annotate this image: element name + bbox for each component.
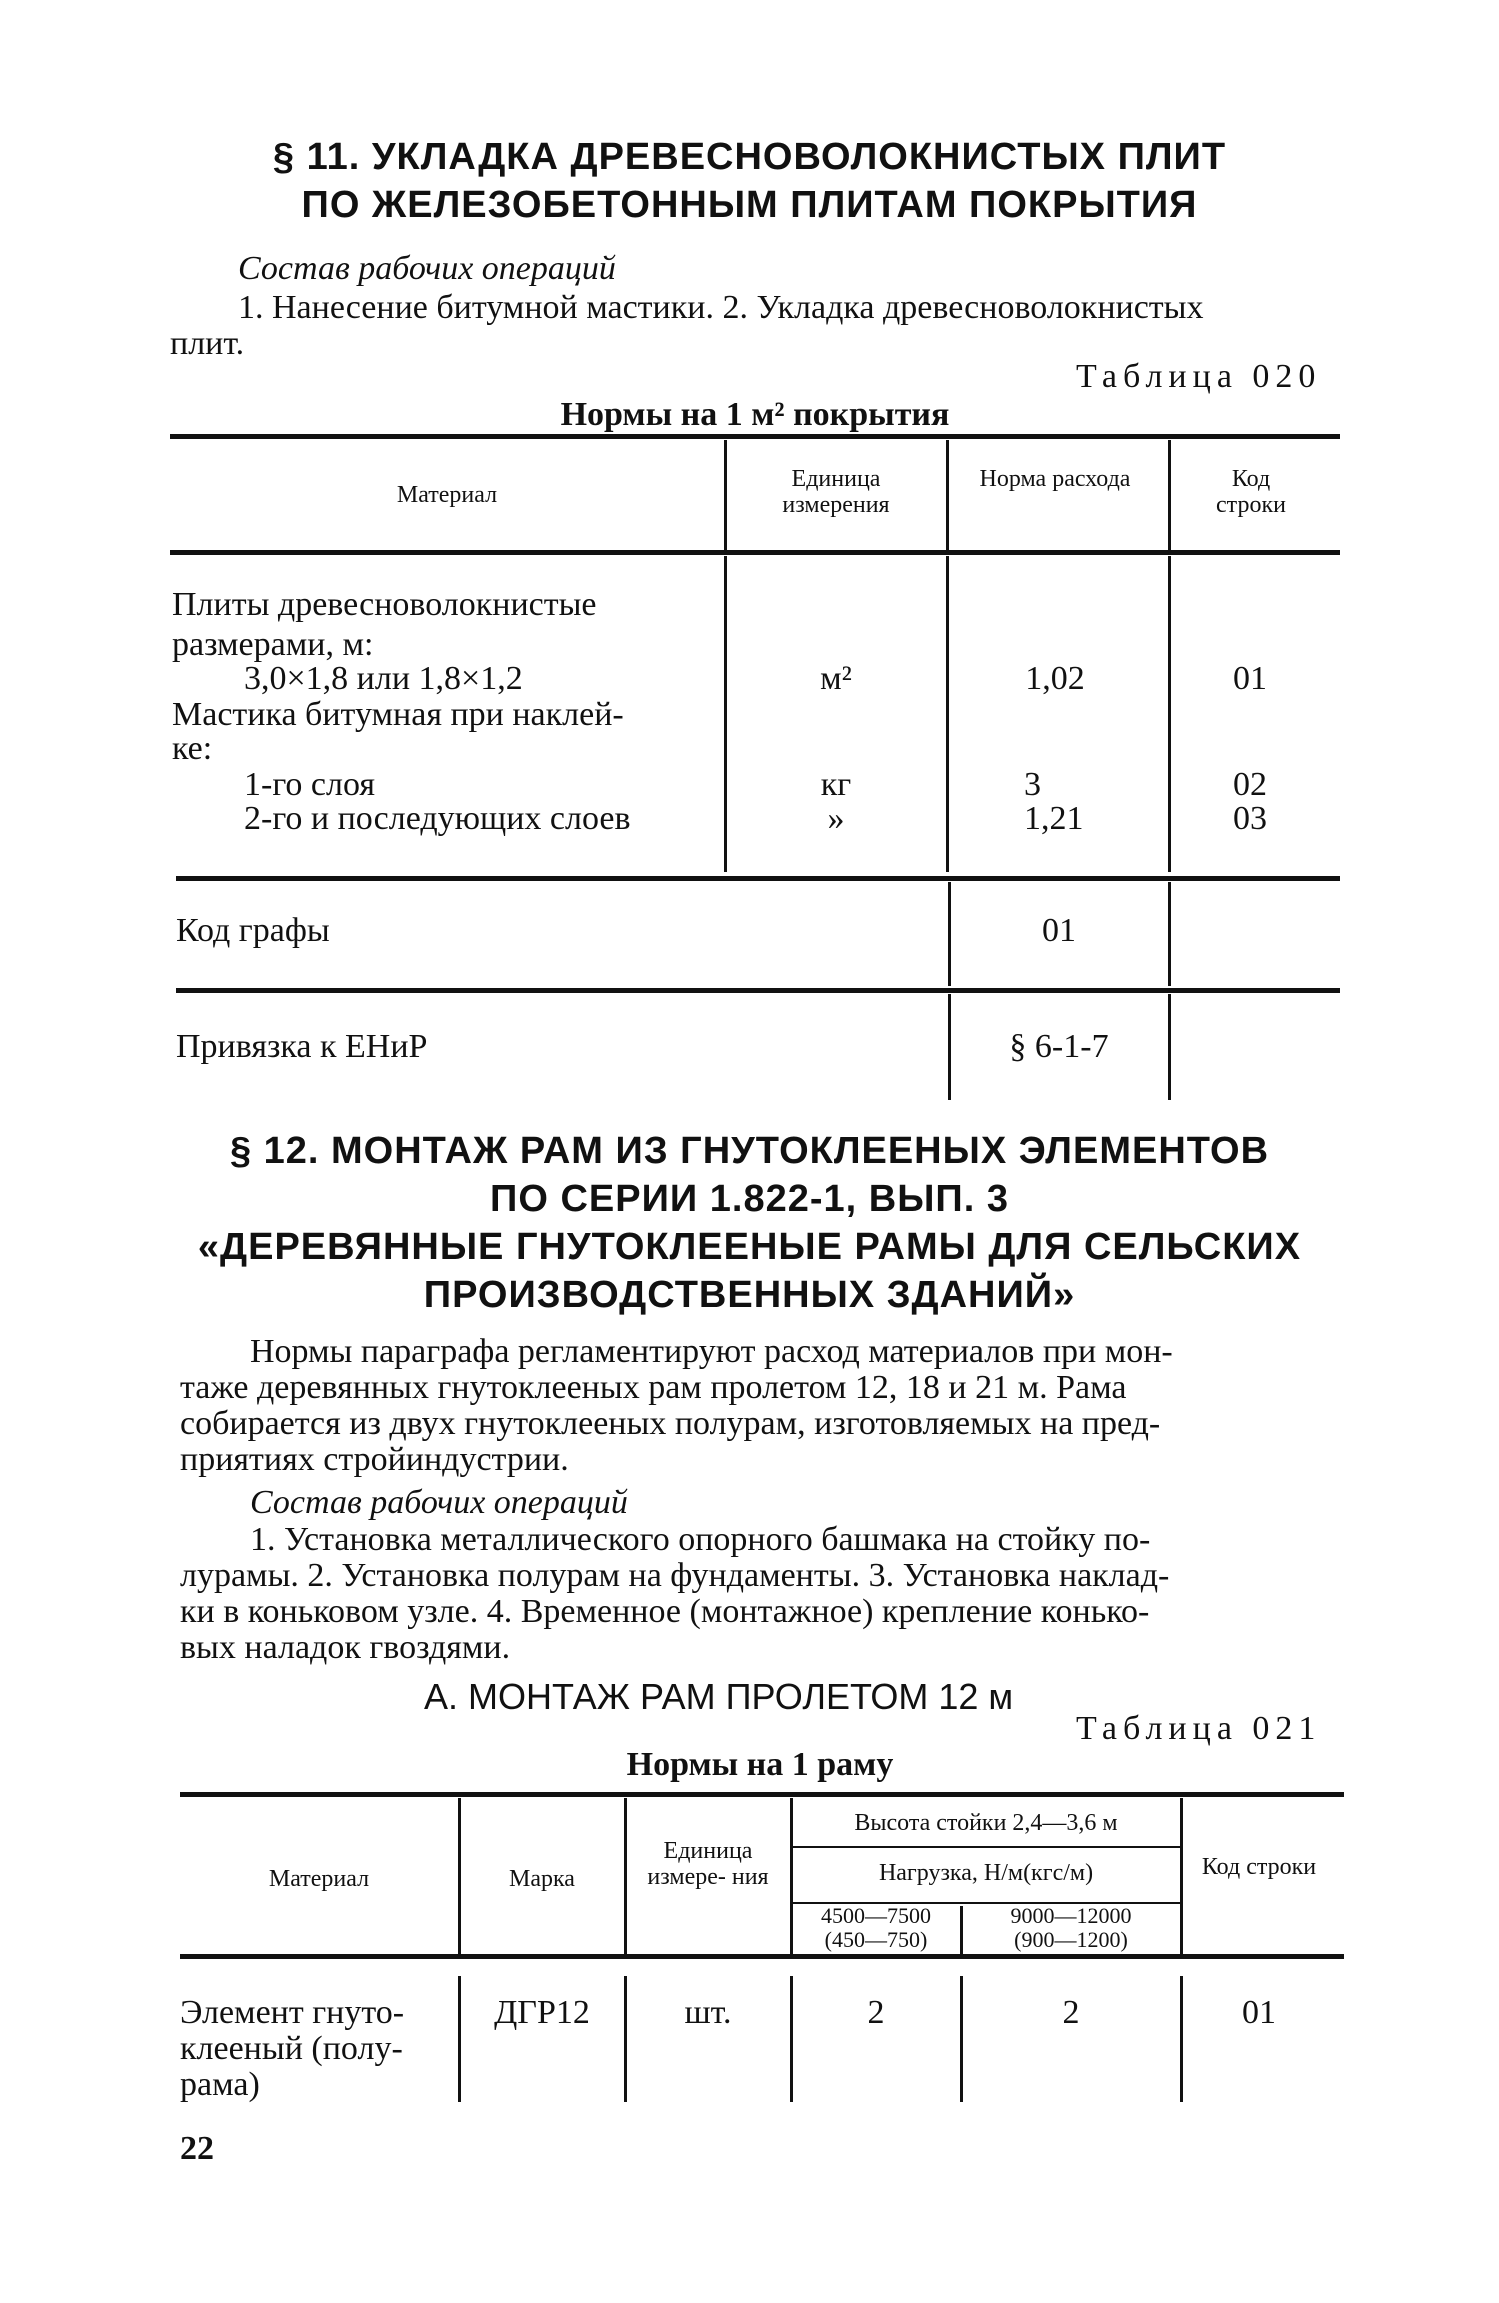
row-layer1-unit: кг [820, 766, 852, 803]
row-plates-unit: м² [820, 660, 852, 697]
table-020-divider [1168, 556, 1171, 872]
ops-text-12-line3: ки в коньковом узле. 4. Временное (монтажное) крепление конько- [180, 1593, 1150, 1630]
ops-text-12-line2: лурамы. 2. Установка полурам на фундаменты. 3. Установка наклад- [180, 1557, 1170, 1594]
table-021-divider [458, 1976, 461, 2102]
row-plates-label-line1: Плиты древесноволокнистые [172, 586, 597, 623]
table-020-enir-rule [176, 988, 1340, 993]
t021-header-load: Нагрузка, Н/м(кгс/м) [878, 1860, 1094, 1886]
paragraph-line4: приятиях стройиндустрии. [180, 1441, 569, 1478]
t021-header-mark: Марка [509, 1866, 575, 1892]
table-020-header-rule [170, 550, 1340, 555]
table-020-divider [724, 556, 727, 872]
ops-text-11-line2: плит. [170, 325, 245, 362]
table-020-divider [946, 440, 949, 550]
table-020-tag: Таблица 020 [1076, 358, 1322, 395]
row-plates-norm: 1,02 [1025, 660, 1085, 697]
t021-row-mark: ДГР12 [494, 1994, 590, 2031]
t021-row-material-line3: рама) [180, 2066, 260, 2103]
row-plates-label-line3: 3,0×1,8 или 1,8×1,2 [244, 660, 523, 697]
t021-row-unit: шт. [684, 1994, 732, 2031]
paragraph-line1: Нормы параграфа регламентируют расход материалов при мон- [250, 1333, 1173, 1370]
header-code: Код строки [1216, 466, 1286, 518]
section-11-title-line1: § 11. УКЛАДКА ДРЕВЕСНОВОЛОКНИСТЫХ ПЛИТ [272, 136, 1227, 178]
subsection-title: А. МОНТАЖ РАМ ПРОЛЕТОМ 12 м [424, 1676, 1014, 1717]
ops-text-12-line1: 1. Установка металлического опорного башмака на стойку по- [250, 1521, 1151, 1558]
table-020-divider [1168, 440, 1171, 550]
header-material: Материал [396, 482, 498, 508]
row-mastic-label-line1: Мастика битумная при наклей- [172, 696, 624, 733]
section-12-title-line2: ПО СЕРИИ 1.822-1, ВЫП. 3 [490, 1178, 1009, 1220]
t021-header-load2-line1: 9000—12000 [1010, 1903, 1132, 1928]
ops-heading-12: Состав рабочих операций [250, 1484, 628, 1521]
t021-row-code: 01 [1242, 1994, 1276, 2031]
ops-text-12-line4: вых наладок гвоздями. [180, 1629, 511, 1666]
table-021-divider [960, 1976, 963, 2102]
column-code-value: 01 [1042, 912, 1076, 949]
table-020-divider [1168, 882, 1171, 986]
row-layer2-norm: 1,21 [1024, 800, 1084, 837]
t021-row-value-2: 2 [1062, 1994, 1080, 2031]
table-021-top-rule [180, 1792, 1344, 1797]
section-12-title-line3: «ДЕРЕВЯННЫЕ ГНУТОКЛЕЕНЫЕ РАМЫ ДЛЯ СЕЛЬСКИХ [197, 1226, 1302, 1268]
table-020-top-rule [170, 434, 1340, 439]
table-021-caption: Нормы на 1 раму [626, 1746, 894, 1783]
header-unit: Единица измерения [782, 466, 890, 518]
row-layer1-code: 02 [1233, 766, 1267, 803]
row-layer2-unit: » [827, 800, 845, 837]
t021-row-value-1: 2 [867, 1994, 885, 2031]
header-norm: Норма расхода [979, 466, 1131, 492]
paragraph-line3: собирается из двух гнутоклееных полурам, изготовляемых на пред- [180, 1405, 1161, 1442]
table-020-divider [724, 440, 727, 550]
row-mastic-label-line2: ке: [172, 730, 213, 767]
table-020-body-rule [176, 876, 1340, 881]
row-layer2-code: 03 [1233, 800, 1267, 837]
section-12-title-line4: ПРОИЗВОДСТВЕННЫХ ЗДАНИЙ» [423, 1274, 1076, 1316]
t021-header-code: Код строки [1201, 1854, 1317, 1880]
row-plates-label-line2: размерами, м: [172, 626, 374, 663]
table-020-divider [948, 882, 951, 986]
row-plates-code: 01 [1233, 660, 1267, 697]
table-021-divider [790, 1976, 793, 2102]
enir-label: Привязка к ЕНиР [176, 1028, 428, 1065]
table-021-tag: Таблица 021 [1076, 1710, 1322, 1747]
t021-header-material: Материал [268, 1866, 370, 1892]
t021-header-load1-line2: (450—750) [824, 1927, 928, 1952]
table-020-divider [948, 994, 951, 1100]
table-020-divider [946, 556, 949, 872]
t021-row-material-line2: клееный (полу- [180, 2030, 403, 2067]
row-layer1-label: 1-го слоя [244, 766, 375, 803]
table-021-divider [624, 1976, 627, 2102]
table-020-divider [1168, 994, 1171, 1100]
table-021-divider [1180, 1976, 1183, 2102]
table-021-header-rule [180, 1954, 1344, 1959]
table-021-subrule [792, 1846, 1180, 1848]
page-number: 22 [180, 2130, 214, 2167]
paragraph-line2: таже деревянных гнутоклееных рам пролетом 12, 18 и 21 м. Рама [180, 1369, 1127, 1406]
section-11-title-line2: ПО ЖЕЛЕЗОБЕТОННЫМ ПЛИТАМ ПОКРЫТИЯ [301, 184, 1198, 226]
ops-text-11-line1: 1. Нанесение битумной мастики. 2. Укладка древесноволокнистых [238, 289, 1204, 326]
column-code-label: Код графы [176, 912, 330, 949]
row-layer1-norm: 3 [1024, 766, 1041, 803]
table-021-divider [624, 1798, 627, 1954]
row-layer2-label: 2-го и последующих слоев [244, 800, 631, 837]
enir-value: § 6-1-7 [1009, 1028, 1109, 1065]
table-021-divider [1180, 1798, 1183, 1954]
section-12-title-line1: § 12. МОНТАЖ РАМ ИЗ ГНУТОКЛЕЕНЫХ ЭЛЕМЕНТОВ [229, 1130, 1270, 1172]
ops-heading-11: Состав рабочих операций [238, 250, 616, 287]
t021-header-unit: Единица измере- ния [647, 1838, 769, 1890]
t021-row-material-line1: Элемент гнуто- [180, 1994, 405, 2031]
t021-header-load1-line1: 4500—7500 [821, 1903, 931, 1928]
table-020-caption: Нормы на 1 м² покрытия [560, 396, 950, 433]
t021-header-load2-line2: (900—1200) [1014, 1927, 1128, 1952]
t021-header-height: Высота стойки 2,4—3,6 м [854, 1810, 1118, 1836]
